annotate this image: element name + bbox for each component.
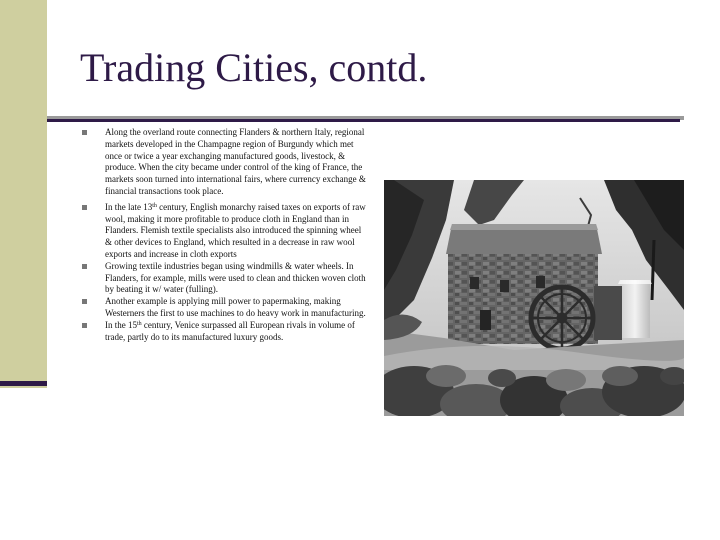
square-bullet-icon [82, 323, 87, 328]
bullet-text: Another example is applying mill power to papermaking, making Westerners the first to use machines to do heavy work in manufacturing. [105, 296, 366, 318]
watermill-photo [384, 180, 684, 416]
bullet-text: Along the overland route connecting Flanders & northern Italy, regional markets developed in the Champagne region of Burgundy which met once or twice a year exchanging manufactured goods, livestock, & produce. When the city became under control of the king of France, the markets soon turned into international fairs, where currency exchange & financial transactions took place. [105, 127, 366, 196]
water-wheel [531, 287, 593, 349]
bullet-item [82, 320, 368, 344]
slide-title: Trading Cities, contd. [80, 45, 428, 90]
title-underline-dark [47, 119, 680, 122]
bullet-text: In the 15th century, Venice surpassed all European rivals in volume of trade, partly do to its manufactured luxury goods. [105, 319, 355, 342]
square-bullet-icon [82, 130, 87, 135]
square-bullet-icon [82, 205, 87, 210]
bullet-text: Growing textile industries began using windmills & water wheels. In Flanders, for example, mills were used to clean and thicken woven cloth by beating it w/ water (fulling). [105, 260, 366, 295]
bullet-item [82, 202, 368, 261]
bullet-item [82, 296, 368, 320]
bullet-text: In the late 13th century, English monarchy raised taxes on exports of raw wool, making it more profitable to produce cloth in England than in Flanders. Flemish textile specialists also introduced the spinning wheel & other devices to England, which resulted in a decrease in raw wool exports and increase in cloth exports [105, 201, 366, 259]
bullet-item [82, 127, 368, 198]
bullet-list [82, 127, 368, 343]
bullet-item [82, 261, 368, 296]
left-accent-bar [0, 381, 47, 386]
square-bullet-icon [82, 264, 87, 269]
square-bullet-icon [82, 299, 87, 304]
left-decorative-band [0, 0, 47, 388]
